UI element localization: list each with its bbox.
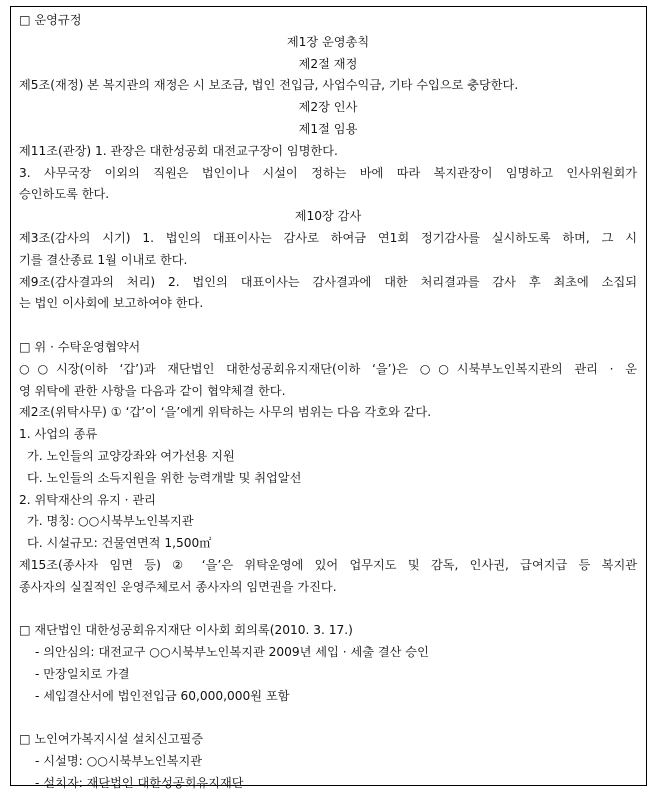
agreement-article-15-line1: 제15조(종사자 임면 등) ② ‘을’은 위탁운영에 있어 업무지도 및 감독, 인사권, 급여지급 등 복지관 bbox=[19, 557, 637, 572]
agreement-item-1-da: 다. 노인들의 소득지원을 위한 능력개발 및 취업알선 bbox=[27, 470, 302, 485]
chapter-2-title: 제2장 인사 bbox=[298, 100, 358, 115]
minutes-heading: □ 재단법인 대한성공회유지재단 이사회 회의록(2010. 3. 17.) bbox=[19, 623, 353, 638]
article-3-line1: 제3조(감사의 시기) 1. 법인의 대표이사는 감사로 하여금 연1회 정기감사를 실시하도록 하며, 그 시 bbox=[19, 230, 637, 245]
agreement-item-2: 2. 위탁재산의 유지 · 관리 bbox=[19, 492, 156, 507]
spacer bbox=[19, 315, 637, 337]
agreement-intro-line2: 영 위탁에 관한 사항을 다음과 같이 협약체결 한다. bbox=[19, 383, 286, 398]
spacer bbox=[19, 599, 637, 621]
certificate-item: - 시설명: ○○시북부노인복지관 bbox=[35, 754, 203, 769]
article-11-clause-3-line1: 3. 사무국장 이외의 직원은 법인이나 시설이 정하는 바에 따라 복지관장이 임명하고 인사위원회가 bbox=[19, 165, 637, 180]
agreement-item-1-ga: 가. 노인들의 교양강좌와 여가선용 지원 bbox=[27, 448, 235, 463]
spacer bbox=[19, 708, 637, 730]
agreement-item-2-ga: 가. 명칭: ○○시북부노인복지관 bbox=[27, 514, 194, 529]
minutes-item: - 만장일치로 가결 bbox=[35, 666, 130, 681]
chapter-10-title: 제10장 감사 bbox=[294, 209, 362, 224]
section-1-appointment-title: 제1절 임용 bbox=[298, 121, 358, 136]
minutes-item: - 의안심의: 대전교구 ○○시북부노인복지관 2009년 세입 · 세출 결산 승인 bbox=[35, 645, 429, 660]
agreement-item-1: 1. 사업의 종류 bbox=[19, 427, 98, 442]
agreement-article-2: 제2조(위탁사무) ① ‘갑’이 ‘을’에게 위탁하는 사무의 범위는 다음 각호와 같다. bbox=[19, 405, 432, 420]
article-9-line2: 는 법인 이사회에 보고하여야 한다. bbox=[19, 296, 204, 311]
minutes-item: - 세입결산서에 법인전입금 60,000,000원 포함 bbox=[35, 688, 290, 703]
rules-heading: □ 운영규정 bbox=[19, 13, 82, 27]
article-3-line2: 기를 결산종료 1월 이내로 한다. bbox=[19, 252, 188, 267]
document-box bbox=[10, 6, 647, 790]
article-11: 제11조(관장) 1. 관장은 대한성공회 대전교구장이 임명한다. bbox=[19, 143, 338, 158]
section-2-finance-title: 제2절 재정 bbox=[298, 56, 358, 71]
certificate-item: - 설치자: 재단법인 대한성공회유지재단 bbox=[35, 775, 244, 790]
agreement-article-15-line2: 종사자의 실질적인 운영주체로서 종사자의 임면권을 가진다. bbox=[19, 579, 337, 594]
article-5: 제5조(재정) 본 복지관의 재정은 시 보조금, 법인 전입금, 사업수익금, 기타 수입으로 충당한다. bbox=[19, 78, 519, 93]
article-9-line1: 제9조(감사결과의 처리) 2. 법인의 대표이사는 감사결과에 대한 처리결과를 감사 후 최초에 소집되 bbox=[19, 274, 637, 289]
agreement-heading: □ 위 · 수탁운영협약서 bbox=[19, 339, 141, 354]
agreement-item-2-da: 다. 시설규모: 건물연면적 1,500㎡ bbox=[27, 536, 212, 551]
certificate-heading: □ 노인여가복지시설 설치신고필증 bbox=[19, 732, 204, 747]
chapter-1-title: 제1장 운영총칙 bbox=[286, 34, 370, 49]
article-11-clause-3-line2: 승인하도록 한다. bbox=[19, 187, 110, 202]
agreement-intro-line1: ○○시장(이하 ‘갑’)과 재단법인 대한성공회유지재단(이하 ‘을’)은 ○○시북부노인복지관의 관리 · 운 bbox=[19, 361, 637, 376]
